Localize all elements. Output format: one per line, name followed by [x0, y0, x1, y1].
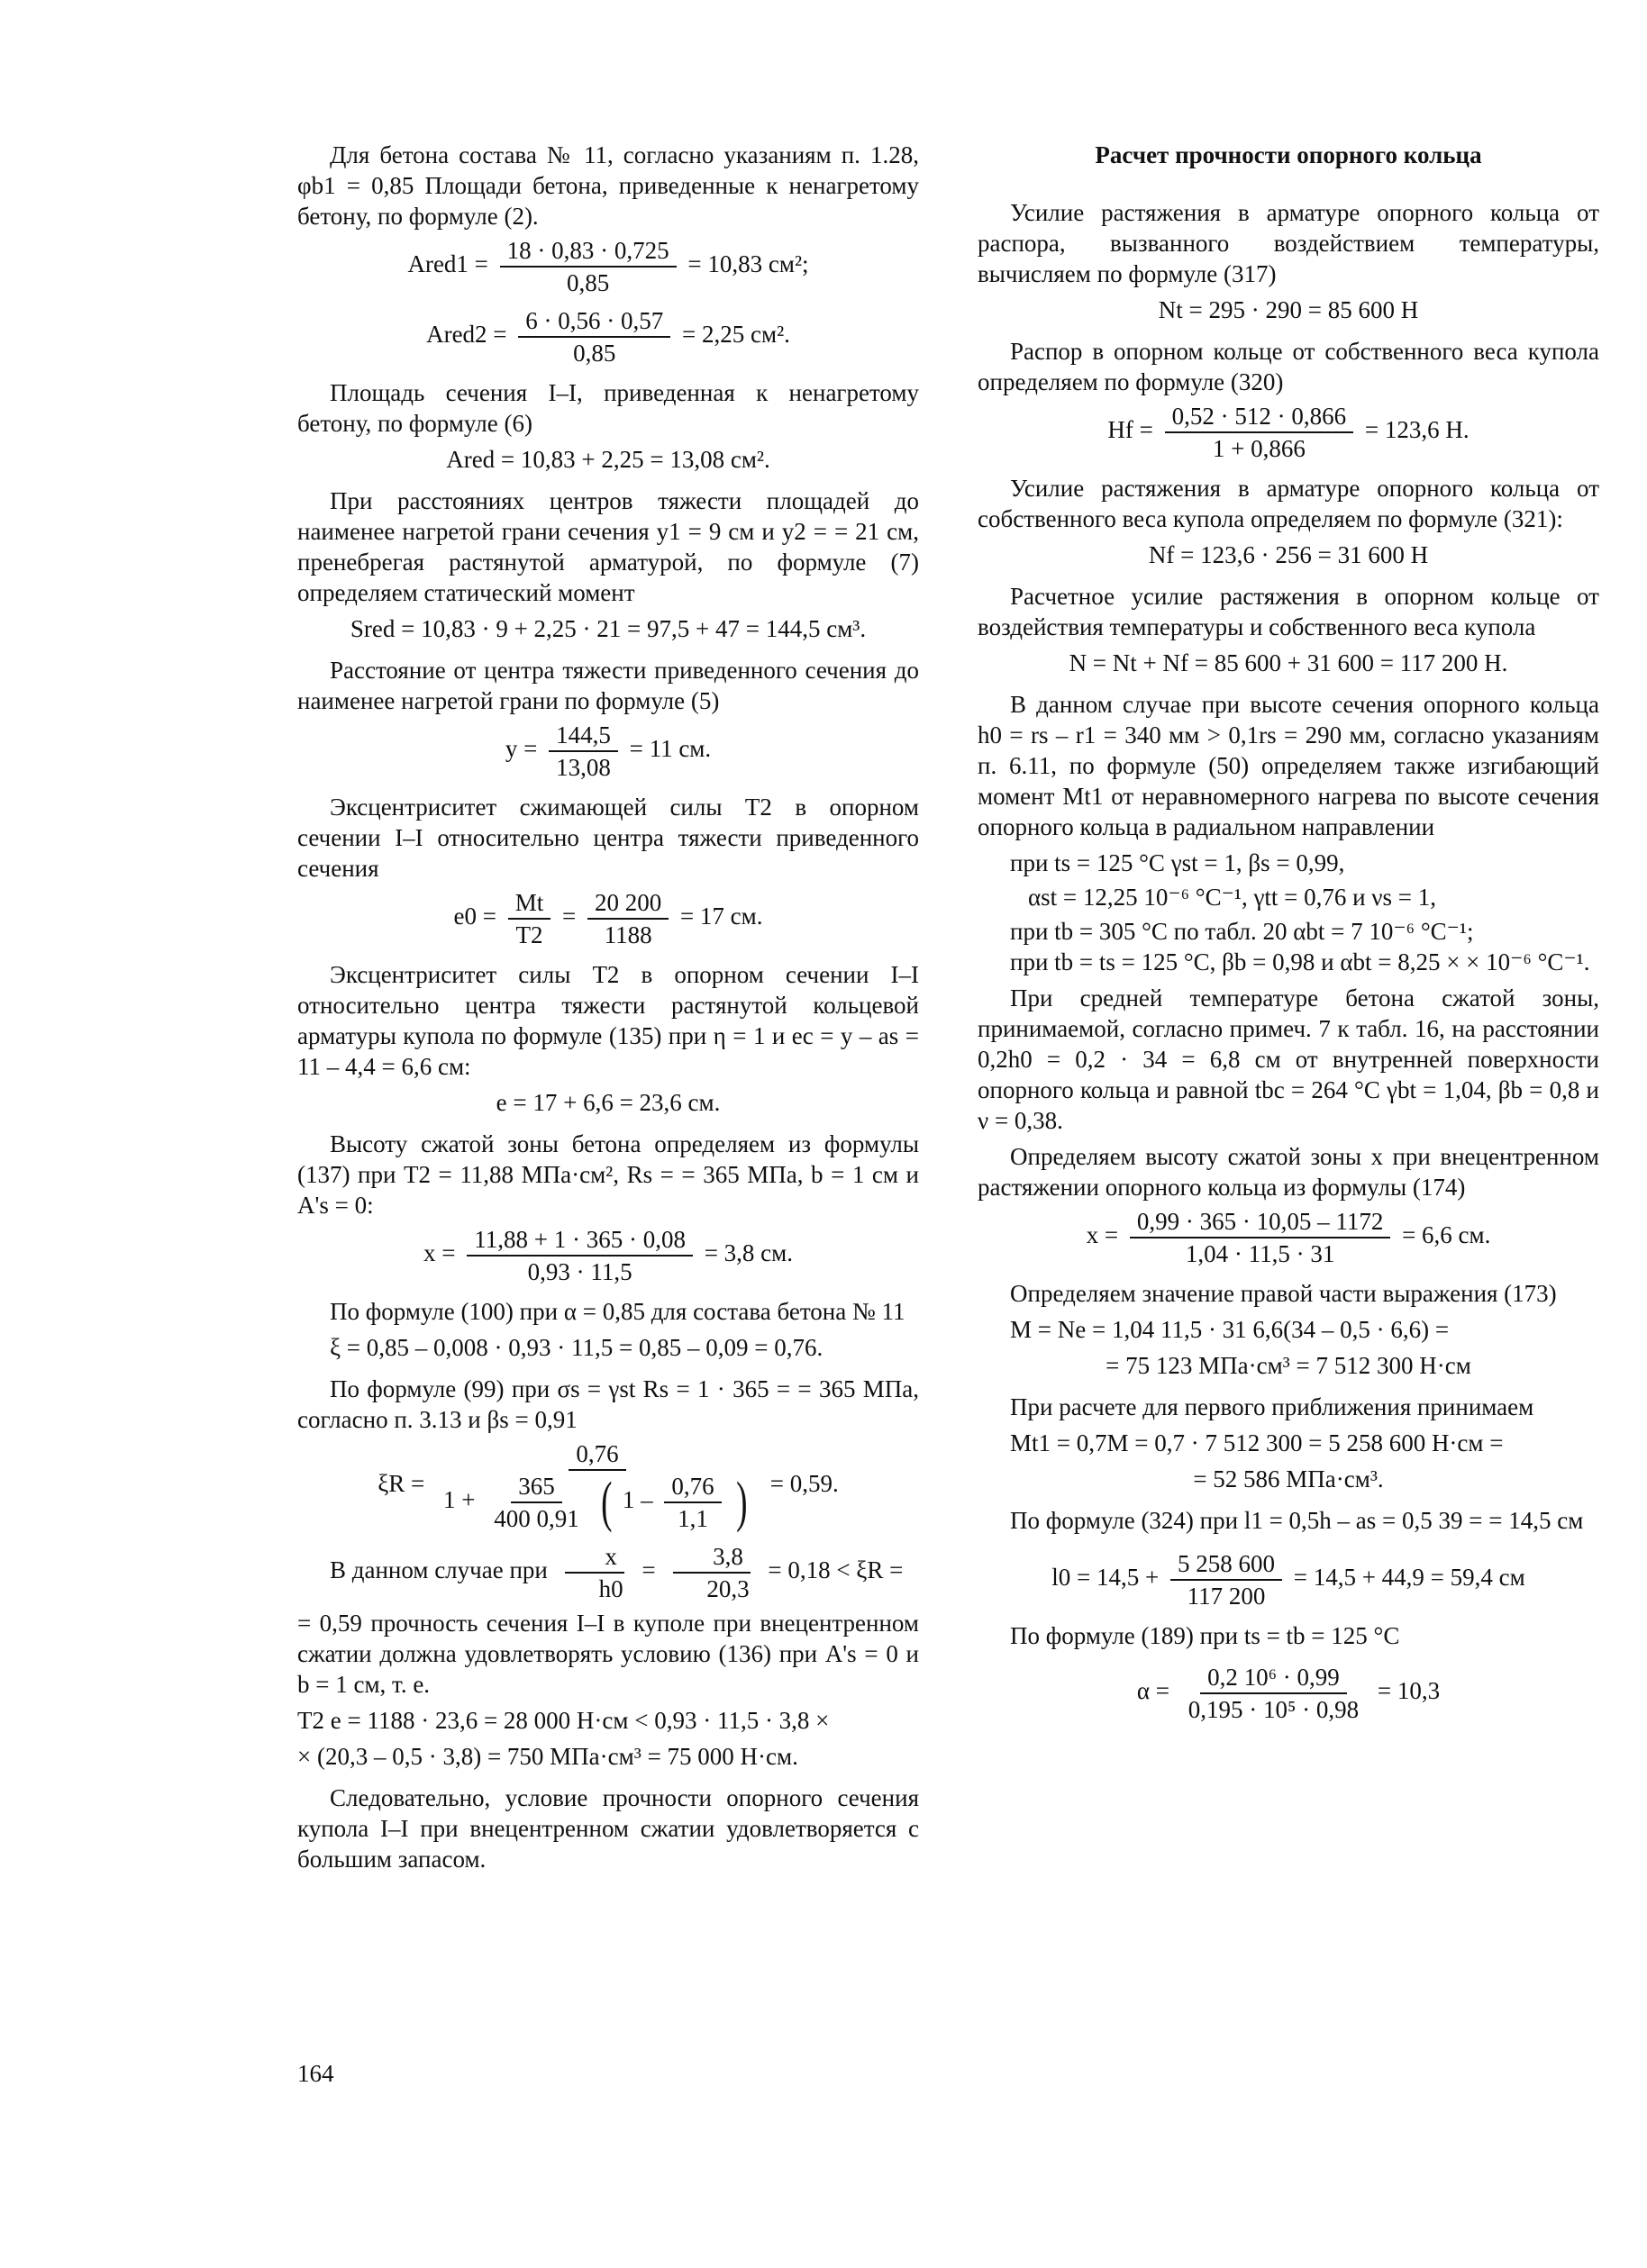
equation-x — [978, 1208, 1599, 1267]
paragraph-inline-fractions: В данном случае при $\frac{x}{h0}$ = $\frac{3,8}{20,3}$ = 0,18 < ξR = — [330, 1543, 904, 1602]
denominator: 0,195 · 10⁵ · 0,98 — [1187, 1696, 1360, 1723]
numerator: 5 258 600 — [1170, 1550, 1282, 1581]
paragraph: = 0,59 прочность сечения I–I в куполе при внецентренном сжатии должна удовлетворять условию (136) при A's = 0 и b = 1 см, т. е. — [297, 1610, 919, 1698]
paragraph: Усилие растяжения в арматуре опорного кольца от собственного веса купола определяем по формуле (321): — [978, 475, 1599, 532]
numerator: 20 200 — [587, 889, 669, 920]
paren-lead: 1 – — [622, 1486, 653, 1514]
equation-alpha — [978, 1664, 1599, 1723]
paragraph: По формуле (99) при σs = γst Rs = 1 · 365 = = 365 МПа, согласно п. 3.13 и βs = 0,91 — [297, 1375, 919, 1433]
numerator: 18 · 0,83 · 0,725 — [500, 237, 677, 268]
equation-y — [297, 721, 919, 781]
paragraph: Эксцентриситет силы T2 в опорном сечении I–I относительно центра тяжести растянутой кольцевой арматуры купола по формуле (135) при η = 1 и ec = y – as = 11 – 4,4 = 6,6 см: — [297, 961, 919, 1080]
equation-e0 — [297, 889, 919, 948]
den-lead: 1 + — [443, 1486, 476, 1514]
fraction — [508, 889, 551, 948]
eq-lhs: x = — [1086, 1221, 1119, 1249]
numerator: 0,52 · 512 · 0,866 — [1165, 403, 1353, 433]
eq-rhs: = 14,5 + 44,9 = 59,4 см — [1293, 1564, 1525, 1592]
eq-lhs: Hf = — [1107, 416, 1153, 444]
eq-rhs: = 10,3 — [1377, 1677, 1441, 1705]
denominator: 1188 — [604, 921, 652, 948]
numerator: 0,99 · 365 · 10,05 – 1172 — [1130, 1208, 1390, 1238]
condition-line: при tb = 305 °C по табл. 20 αbt = 7 10⁻⁶ °C⁻¹; — [1010, 918, 1474, 945]
paragraph: Следовательно, условие прочности опорного сечения купола I–I при внецентренном сжатии удовлетворяется с большим запасом. — [297, 1784, 919, 1873]
left-paren: ( — [601, 1472, 614, 1533]
eq-rhs: = 6,6 см. — [1402, 1221, 1491, 1249]
fraction — [1181, 1664, 1366, 1723]
equation-m-line2: = 75 123 МПа·см³ = 7 512 300 Н·см — [1106, 1352, 1471, 1379]
eq-rhs: = 123,6 Н. — [1364, 416, 1470, 444]
condition-line: αst = 12,25 10⁻⁶ °C⁻¹, γtt = 0,76 и νs = 1, — [1028, 884, 1437, 911]
eq-rhs: = 3,8 см. — [704, 1239, 793, 1267]
denominator: 0,93 · 11,5 — [527, 1258, 632, 1285]
paragraph: Эксцентриситет сжимающей силы T2 в опорном сечении I–I относительно центра тяжести приведенного сечения — [297, 794, 919, 882]
numerator: 0,76 — [664, 1473, 721, 1503]
eq-lhs: α = — [1136, 1677, 1169, 1705]
paragraph: Определяем значение правой части выражения (173) — [1010, 1280, 1557, 1307]
paragraph: Распор в опорном кольце от собственного веса купола определяем по формуле (320) — [978, 338, 1599, 395]
right-column — [978, 140, 1599, 1734]
fraction — [587, 889, 669, 948]
numerator: 0,76 — [569, 1440, 625, 1471]
numerator: 144,5 — [549, 721, 618, 752]
eq-rhs: = 0,59. — [769, 1470, 839, 1498]
fraction — [436, 1440, 759, 1532]
equation-sred: Sred = 10,83 · 9 + 2,25 · 21 = 97,5 + 47 = 144,5 см³. — [350, 615, 867, 642]
numerator: 11,88 + 1 · 365 · 0,08 — [467, 1226, 693, 1256]
denominator: 20,3 — [706, 1575, 750, 1602]
fraction — [467, 1226, 693, 1285]
fraction — [1130, 1208, 1390, 1267]
denominator — [436, 1471, 759, 1532]
paragraph: Расстояние от центра тяжести приведенного сечения до наименее нагретой грани по формуле (5) — [297, 657, 919, 714]
equation-m-line1: M = Ne = 1,04 11,5 · 31 6,6(34 – 0,5 · 6,6) = — [1010, 1316, 1450, 1343]
denominator: T2 — [515, 921, 543, 948]
numerator: x — [565, 1543, 624, 1574]
eq-lhs: e0 = — [453, 903, 496, 930]
equation-ared2 — [297, 307, 919, 367]
equation-mt1-line1: Mt1 = 0,7M = 0,7 · 7 512 300 = 5 258 600 Н·см = — [1010, 1429, 1504, 1456]
eq-lhs: Ared2 = — [426, 321, 507, 349]
paragraph: Для бетона состава № 11, согласно указаниям п. 1.28, φb1 = 0,85 Площади бетона, приведенные к ненагретому бетону, по формуле (2). — [297, 141, 919, 230]
numerator: Mt — [508, 889, 551, 920]
equation-x — [297, 1226, 919, 1285]
text: В данном случае при — [330, 1556, 548, 1584]
eq-mid: = — [561, 903, 577, 930]
condition-line: при ts = 125 °C γst = 1, βs = 0,99, — [1010, 849, 1345, 876]
eq-lhs: x = — [423, 1239, 456, 1267]
numerator: 0,2 10⁶ · 0,99 — [1200, 1664, 1347, 1694]
denominator: 0,85 — [573, 340, 616, 367]
left-column — [297, 140, 919, 1880]
equation-l0 — [978, 1550, 1599, 1610]
denominator: 1 + 0,866 — [1212, 435, 1306, 462]
fraction — [664, 1473, 721, 1532]
denominator: 13,08 — [556, 754, 611, 781]
eq-lhs: y = — [505, 735, 538, 763]
denominator: h0 — [598, 1575, 623, 1602]
paragraph: При средней температуре бетона сжатой зоны, принимаемой, согласно примеч. 7 к табл. 16, на расстоянии 0,2h0 = 0,2 · 34 = 6,8 см от внутренней поверхности опорного кольца и равной tbc = 264 °C γbt = 1,04, βb = 0,8 и ν = 0,38. — [978, 984, 1599, 1134]
eq-lhs: Ared1 = — [407, 250, 488, 278]
denominator: 1,04 · 11,5 · 31 — [1185, 1240, 1335, 1267]
eq-rhs: = 17 см. — [679, 903, 763, 930]
paragraph: Определяем высоту сжатой зоны x при внецентренном растяжении опорного кольца из формулы (174) — [978, 1143, 1599, 1201]
page-number: 164 — [297, 2060, 334, 2087]
text: = 0,18 < ξR = — [768, 1556, 904, 1584]
denominator: 117 200 — [1187, 1583, 1266, 1610]
right-paren: ) — [736, 1472, 748, 1533]
paragraph: Усилие растяжения в арматуре опорного кольца от распора, вызванного воздействием температуры, вычисляем по формуле (317) — [978, 199, 1599, 287]
paragraph: По формуле (324) при l1 = 0,5h – as = 0,5 39 = = 14,5 см — [1010, 1507, 1584, 1534]
fraction — [500, 237, 677, 296]
fraction — [1165, 403, 1353, 462]
fraction — [560, 1543, 631, 1602]
paragraph: При расстояниях центров тяжести площадей до наименее нагретой грани сечения y1 = 9 см и y2 = = 21 см, пренебрегая растянутой арматурой, по формуле (7) определяем статический момент — [297, 487, 919, 606]
fraction — [518, 307, 670, 367]
equation-xi: ξ = 0,85 – 0,008 · 0,93 · 11,5 = 0,85 – 0,09 = 0,76. — [330, 1334, 824, 1361]
equation-n: N = Nt + Nf = 85 600 + 31 600 = 117 200 Н. — [1069, 649, 1508, 676]
paragraph: По формуле (100) при α = 0,85 для состава бетона № 11 — [330, 1298, 905, 1325]
equation-t2e-line2: × (20,3 – 0,5 · 3,8) = 750 МПа·см³ = 75 000 Н·см. — [297, 1743, 798, 1770]
fraction — [1170, 1550, 1282, 1610]
condition-line: при tb = ts = 125 °C, βb = 0,98 и αbt = 8,25 × × 10⁻⁶ °C⁻¹. — [1010, 948, 1590, 975]
paragraph: Высоту сжатой зоны бетона определяем из формулы (137) при T2 = 11,88 МПа·см², Rs = = 365 МПа, b = 1 см и A's = 0: — [297, 1130, 919, 1219]
eq-lhs: ξR = — [378, 1470, 425, 1498]
numerator: 3,8 — [673, 1543, 751, 1574]
equation-e: e = 17 + 6,6 = 23,6 см. — [496, 1089, 721, 1116]
equation-mt1-line2: = 52 586 МПа·см³. — [1193, 1465, 1384, 1492]
numerator: 6 · 0,56 · 0,57 — [518, 307, 670, 338]
equation-xir — [297, 1440, 919, 1532]
fraction — [487, 1473, 587, 1532]
fraction — [667, 1543, 756, 1602]
denominator: 1,1 — [678, 1505, 708, 1532]
section-heading: Расчет прочности опорного кольца — [1095, 141, 1482, 168]
equation-ared1 — [297, 237, 919, 296]
equation-ared: Ared = 10,83 + 2,25 = 13,08 см². — [446, 446, 770, 473]
denominator: 400 0,91 — [494, 1505, 579, 1532]
paragraph: Площадь сечения I–I, приведенная к ненагретому бетону, по формуле (6) — [297, 379, 919, 437]
paragraph: В данном случае при высоте сечения опорного кольца h0 = rs – r1 = 340 мм > 0,1rs = 290 мм, согласно указаниям п. 6.11, по формуле (50) определяем также изгибающий момент Mt1 от неравномерного нагрева по высоте сечения опорного кольца в радиальном направлении — [978, 691, 1599, 840]
eq-rhs: = 10,83 см²; — [687, 250, 809, 278]
numerator: 365 — [511, 1473, 562, 1503]
equation-nf: Nf = 123,6 · 256 = 31 600 Н — [1148, 541, 1429, 568]
equation-t2e-line1: T2 e = 1188 · 23,6 = 28 000 Н·см < 0,93 · 11,5 · 3,8 × — [297, 1707, 830, 1734]
denominator: 0,85 — [567, 269, 610, 296]
equation-hf — [978, 403, 1599, 462]
eq-rhs: = 2,25 см². — [682, 321, 790, 349]
eq-lhs: l0 = 14,5 + — [1051, 1564, 1160, 1592]
fraction — [549, 721, 618, 781]
paragraph: Расчетное усилие растяжения в опорном кольце от воздействия температуры и собственного веса купола — [978, 583, 1599, 640]
paragraph: По формуле (189) при ts = tb = 125 °C — [1010, 1622, 1400, 1649]
paragraph: При расчете для первого приближения принимаем — [1010, 1393, 1534, 1420]
eq-rhs: = 11 см. — [629, 735, 712, 763]
equation-nt: Nt = 295 · 290 = 85 600 Н — [1158, 296, 1419, 323]
